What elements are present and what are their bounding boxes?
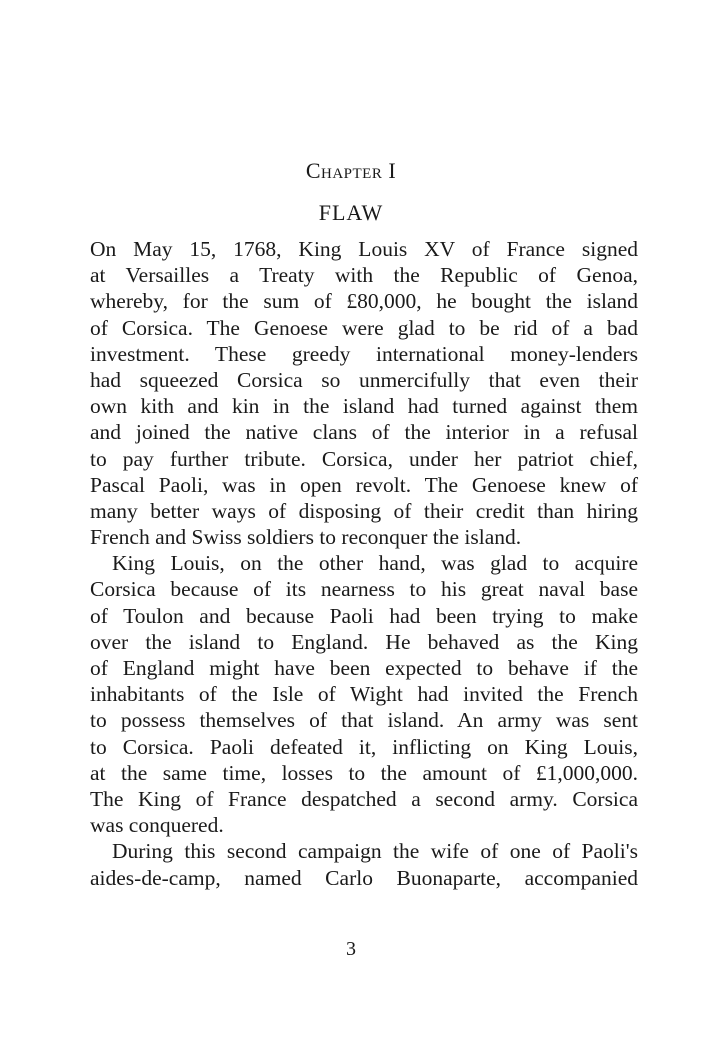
text-line: whereby, for the sum of £80,000, he bought the island	[90, 289, 638, 314]
text-line: On May 15, 1768, King Louis XV of France signed	[90, 237, 638, 261]
text-line: of Toulon and because Paoli had been trying to make	[90, 603, 638, 628]
chapter-label-text: Chapter I	[305, 158, 397, 183]
chapter-label	[0, 158, 702, 184]
text-line: own kith and kin in the island had turned against them	[90, 394, 638, 419]
text-line: The King of France despatched a second army. Corsica	[90, 786, 638, 811]
page-number: 3	[346, 938, 356, 960]
chapter-title: FLAW	[318, 200, 384, 225]
text-line: Pascal Paoli, was in open revolt. The Genoese knew of	[90, 472, 638, 497]
text-line: to pay further tribute. Corsica, under her patriot chief,	[90, 446, 638, 471]
text-line: During this second campaign the wife of one of Paoli's	[112, 839, 638, 864]
body-text	[90, 236, 638, 891]
text-line: to Corsica. Paoli defeated it, inflicting on King Louis,	[90, 734, 638, 759]
text-line: of England might have been expected to behave if the	[90, 656, 638, 680]
text-line: to possess themselves of that island. An army was sent	[90, 708, 638, 733]
text-line: and joined the native clans of the interior in a refusal	[90, 420, 638, 445]
text-line: aides-de-camp, named Carlo Buonaparte, accompanied	[90, 865, 638, 890]
text-line: had squeezed Corsica so unmercifully that even their	[90, 367, 638, 392]
text-line: investment. These greedy international money-lenders	[90, 341, 638, 366]
text-line: many better ways of disposing of their credit than hiring	[90, 498, 638, 523]
text-line: King Louis, on the other hand, was glad to acquire	[112, 551, 638, 576]
text-line: of Corsica. The Genoese were glad to be rid of a bad	[90, 315, 638, 340]
text-line: was conquered.	[90, 813, 224, 838]
text-line: Corsica because of its nearness to his great naval base	[90, 577, 638, 602]
text-line: over the island to England. He behaved as the King	[90, 629, 638, 654]
text-line: French and Swiss soldiers to reconquer the island.	[90, 525, 522, 550]
text-line: at the same time, losses to the amount of £1,000,000.	[90, 760, 638, 785]
text-line: at Versailles a Treaty with the Republic of Genoa,	[90, 263, 638, 288]
text-line: inhabitants of the Isle of Wight had invited the French	[90, 682, 638, 707]
